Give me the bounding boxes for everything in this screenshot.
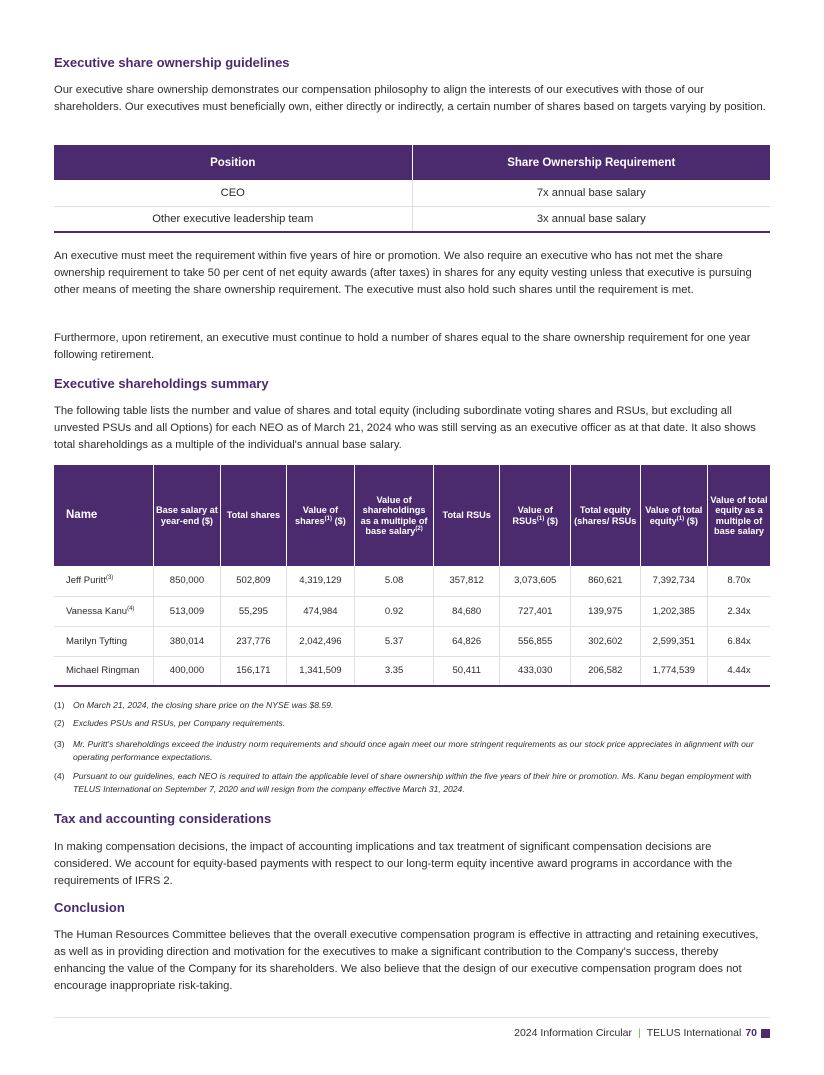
neo-name-cell: Jeff Puritt$^{(3)}$ [54,566,153,596]
value-cell: 474,984 [286,596,355,626]
value-cell: 502,809 [221,566,286,596]
value-cell: 302,602 [570,626,640,656]
value-cell: 7,392,734 [640,566,708,596]
table-row [54,656,770,686]
table-row [54,596,770,626]
requirement-cell: 3x annual base salary [412,206,770,232]
value-cell: 237,776 [221,626,286,656]
footer-company: TELUS International [646,1027,742,1039]
ownership-intro: Our executive share ownership demonstrates our compensation philosophy to align the interests of our executives with those of our shareholders. Our executives must beneficially own, either directly or indirectly, a certain number of shares based on targets varying by position. [54,84,766,113]
table-row [54,206,770,232]
value-cell: 513,009 [153,596,221,626]
table-row [54,566,770,596]
value-cell: 8.70x [708,566,770,596]
table-row [54,626,770,656]
neo-name-cell: Marilyn Tyfting [54,626,153,656]
neo-name-cell: Vanessa Kanu$^{(4)}$ [54,596,153,626]
page-marker-square [761,1029,770,1038]
value-cell: 3.35 [355,656,434,686]
value-cell: 2,599,351 [640,626,708,656]
header-row [54,465,770,566]
value-cell: 2,042,496 [286,626,355,656]
footnote-4: (4) Pursuant to our guidelines, each NEO is required to attain the applicable level of share ownership within the five years of their hire or promotion. Ms. Kanu began employment with TELUS International on September 7, 2020 and will resign from the company effective March 31, 2024. [54,771,752,794]
page-footer [514,1027,770,1039]
value-cell: 84,680 [433,596,499,626]
col-header-total-shares: Total shares [221,465,286,566]
col-header-value-total-equity: Value of total equity$^{(1)}$ ($) [640,465,708,566]
value-cell: 206,582 [570,656,640,686]
value-cell: 55,295 [221,596,286,626]
neo-name-cell: Michael Ringman [54,656,153,686]
footer-divider [54,1017,770,1018]
col-header-equity-multiple: Value of total equity as a multiple of base salary [708,465,770,566]
section-heading-tax: Tax and accounting considerations [54,811,272,826]
footnote-2: (2) Excludes PSUs and RSUs, per Company requirements. [54,718,286,728]
col-header-base-salary: Base salary at year-end ($) [153,465,221,566]
value-cell: 0.92 [355,596,434,626]
value-cell: 850,000 [153,566,221,596]
col-header-value-shares: Value of shares$^{(1)}$ ($) [286,465,355,566]
footer-separator: | [638,1027,641,1039]
value-cell: 50,411 [433,656,499,686]
value-cell: 433,030 [500,656,571,686]
value-cell: 3,073,605 [500,566,571,596]
value-cell: 380,014 [153,626,221,656]
requirement-cell: 7x annual base salary [412,180,770,206]
section-heading-conclusion: Conclusion [54,900,125,915]
value-cell: 64,826 [433,626,499,656]
value-cell: 1,774,539 [640,656,708,686]
value-cell: 5.37 [355,626,434,656]
tax-paragraph: In making compensation decisions, the impact of accounting implications and tax treatment of significant compensation decisions are considered. We account for equity-based payments with respect to our long-term equity incentive award programs in accordance with the requirements of IFRS 2. [54,841,733,887]
col-header-shareholdings-multiple: Value of shareholdings as a multiple of base salary$^{(2)}$ [355,465,434,566]
section-heading-ownership: Executive share ownership guidelines [54,55,290,70]
section-heading-shareholdings: Executive shareholdings summary [54,376,269,391]
value-cell: 4,319,129 [286,566,355,596]
ownership-paragraph-2: An executive must meet the requirement within five years of hire or promotion. We also require an executive who has not met the share ownership requirement to take 50 per cent of net equity awards (after taxes) in shares for any equity vesting unless that executive is pursuing other means of meeting the share ownership requirement. The executive must also hold such shares until the requirement is met. [54,250,752,296]
value-cell: 556,855 [500,626,571,656]
value-cell: 727,401 [500,596,571,626]
value-cell: 6.84x [708,626,770,656]
value-cell: 139,975 [570,596,640,626]
col-header-position: Position [54,145,412,180]
position-cell: CEO [54,180,412,206]
ownership-table [54,145,770,233]
footer-doc-title: 2024 Information Circular [514,1027,633,1039]
value-cell: 156,171 [221,656,286,686]
value-cell: 860,621 [570,566,640,596]
footnote-1: (1) On March 21, 2024, the closing share price on the NYSE was $8.59. [54,700,334,710]
col-header-requirement: Share Ownership Requirement [412,145,770,180]
conclusion-paragraph: The Human Resources Committee believes that the overall executive compensation program is effective in attracting and retaining executives, as well as in providing direction and motivation for the executives to make a significant contribution to the Company's success, thereby enhancing the value of the Company for its shareholders. We also believe that the design of our executive compensation program does not encourage inappropriate risk-taking. [54,929,759,992]
col-header-value-rsus: Value of RSUs$^{(1)}$ ($) [500,465,571,566]
col-header-name: Name [54,465,153,566]
value-cell: 1,202,385 [640,596,708,626]
value-cell: 357,812 [433,566,499,596]
value-cell: 2.34x [708,596,770,626]
value-cell: 400,000 [153,656,221,686]
col-header-total-equity: Total equity (shares/ RSUs [570,465,640,566]
position-cell: Other executive leadership team [54,206,412,232]
shareholdings-table [54,465,770,687]
ownership-paragraph-3: Furthermore, upon retirement, an executive must continue to hold a number of shares equal to the share ownership requirement for one year following retirement. [54,332,751,361]
col-header-total-rsus: Total RSUs [433,465,499,566]
table-row [54,180,770,206]
footnote-3: (3) Mr. Puritt's shareholdings exceed the industry norm requirements and should once again meet our more stringent requirements as our stock price appreciates in alignment with our operating performance expectations. [54,739,754,762]
value-cell: 1,341,509 [286,656,355,686]
page-number: 70 [745,1027,757,1039]
value-cell: 5.08 [355,566,434,596]
shareholdings-intro: The following table lists the number and value of shares and total equity (including subordinate voting shares and RSUs, but excluding all unvested PSUs and all Options) for each NEO as of March 21, 2024 who was still serving as an executive officer as at that date. It also shows total shareholdings as a multiple of the individual's annual base salary. [54,405,756,451]
value-cell: 4.44x [708,656,770,686]
